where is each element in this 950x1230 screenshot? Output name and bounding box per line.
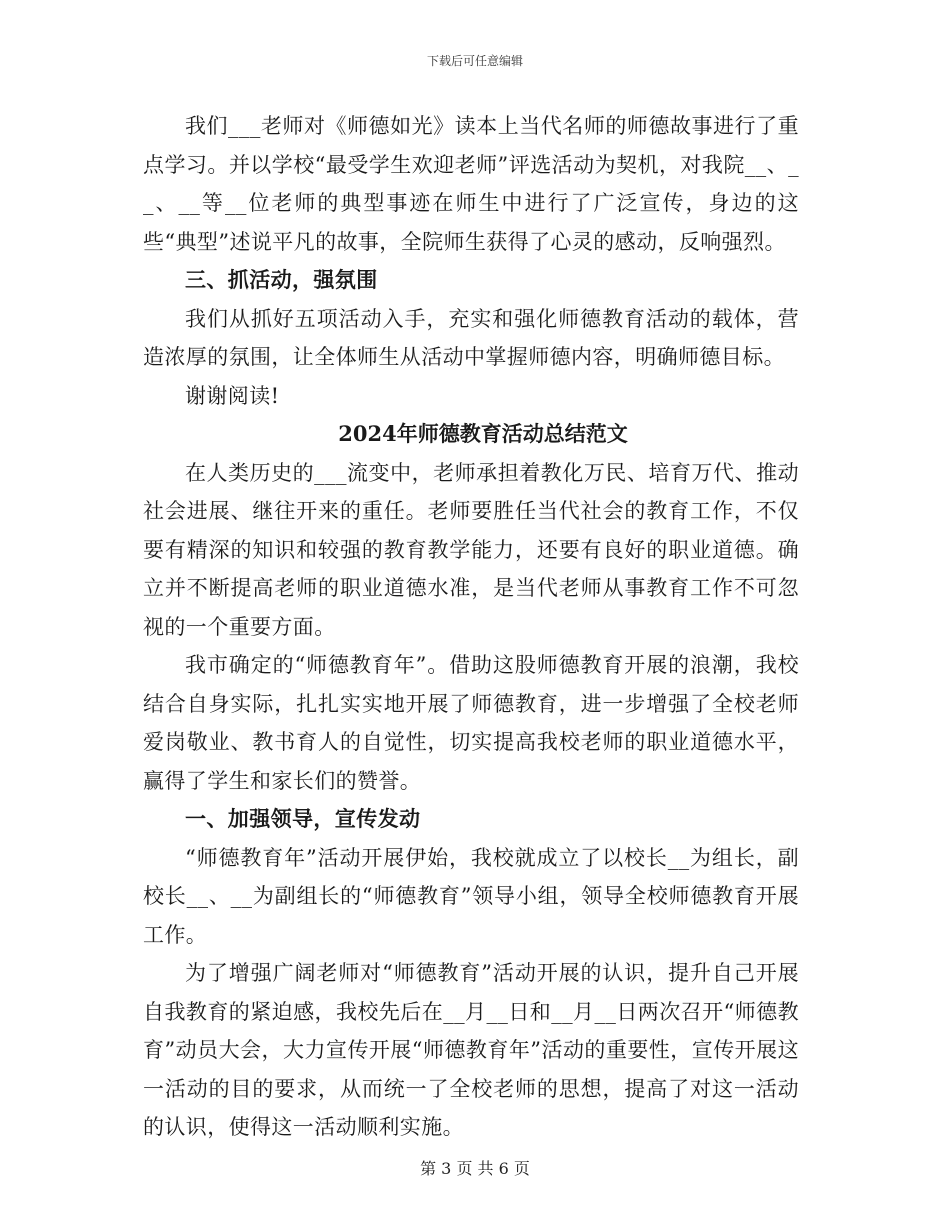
thanks-text: 谢谢阅读! (185, 383, 280, 408)
paragraph-five-activities: 我们从抓好五项活动入手，充实和强化师德教育活动的载体，营造浓厚的氛围，让全体师生从活动中掌握师德内容，明确师德目标。 (143, 306, 799, 369)
paragraph-teacher-stories: 我们___老师对《师德如光》读本上当代名师的师德故事进行了重点学习。并以学校“最受学生欢迎老师”评选活动为契机，对我院__、__、__等__位老师的典型事迹在师生中进行了广泛宣传，身边的这些“典型”述说平凡的故事，全院师生获得了心灵的感动，反响强烈。 (143, 114, 799, 254)
paragraph-mobilization: 为了增强广阔老师对“师德教育”活动开展的认识，提升自己开展自我教育的紧迫感，我校先后在__月__日和__月__日两次召开“师德教育”动员大会，大力宣传开展“师德教育年”活动的重要性，宣传开展这一活动的目的要求，从而统一了全校老师的思想，提高了对这一活动的认识，使得这一活动顺利实施。 (143, 961, 799, 1139)
paragraph-intro: 在人类历史的___流变中，老师承担着教化万民、培育万代、推动社会进展、继往开来的重任。老师要胜任当代社会的教育工作，不仅要有精深的知识和较强的教育教学能力，还要有良好的职业道德。确立并不断提高老师的职业道德水准，是当代老师从事教育工作不可忽视的一个重要方面。 (143, 460, 799, 639)
section-heading-activities: 三、抓活动，强氛围 (185, 267, 378, 292)
paragraph-leadership-group: “师德教育年”活动开展伊始，我校就成立了以校长__为组长，副校长__、__为副组长的“师德教育”领导小组，领导全校师德教育开展工作。 (143, 845, 799, 947)
page-number: 第 3 页 共 6 页 (420, 1159, 530, 1178)
document-title: 2024年师德教育活动总结范文 (338, 421, 628, 446)
section-heading-leadership: 一、加强领导，宣传发动 (185, 806, 421, 831)
document-body (143, 107, 799, 1147)
header-note: 下载后可任意编辑 (426, 54, 523, 68)
paragraph-education-year: 我市确定的“师德教育年”。借助这股师德教育开展的浪潮，我校结合自身实际，扎扎实实地开展了师德教育，进一步增强了全校老师爱岗敬业、教书育人的自觉性，切实提高我校老师的职业道德水平，赢得了学生和家长们的赞誉。 (143, 653, 799, 793)
